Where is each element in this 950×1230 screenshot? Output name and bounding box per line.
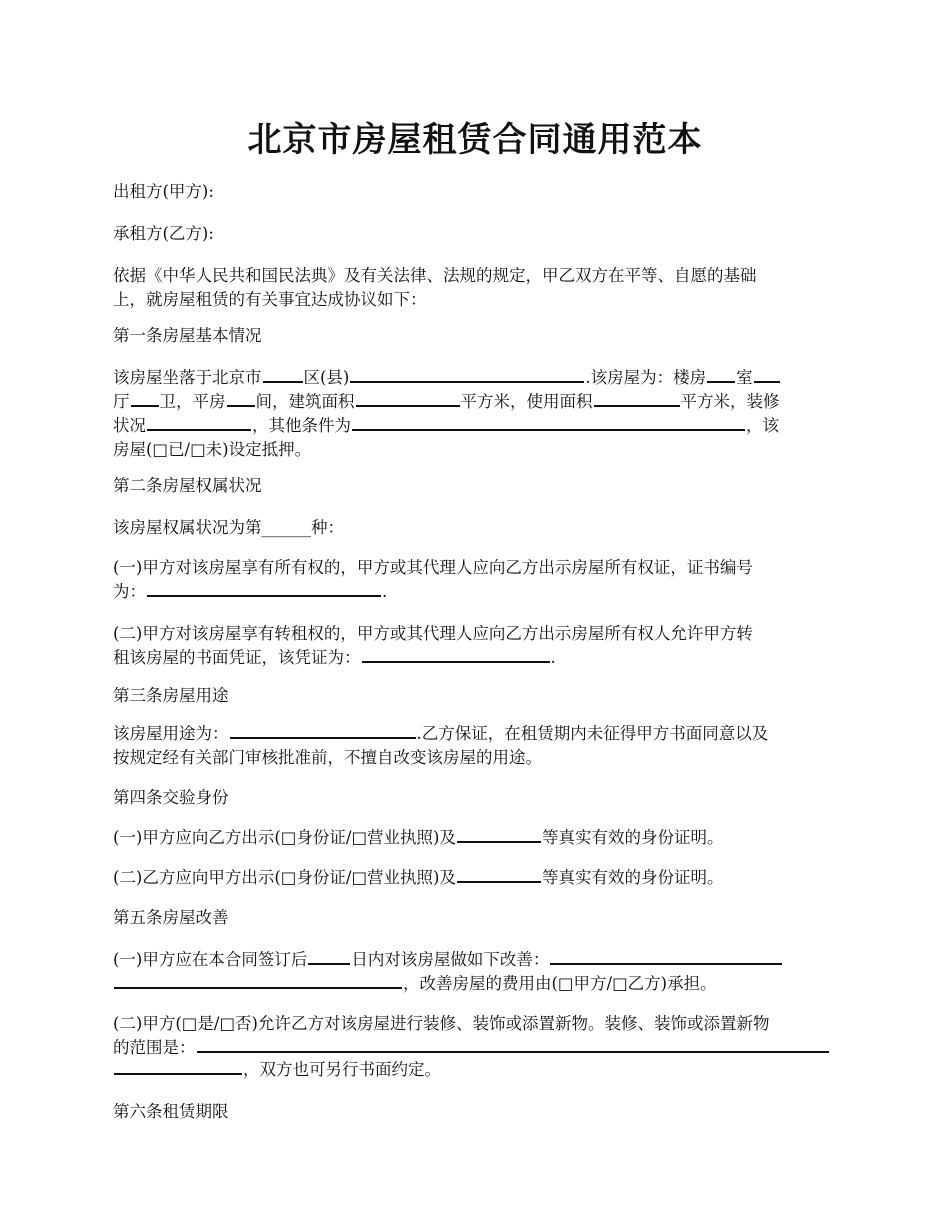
article-4-item-2: (二)乙方应向甲方出示(□身份证/□营业执照)及 等真实有效的身份证明。 (113, 868, 724, 887)
article-5-heading: 第五条房屋改善 (113, 908, 229, 927)
improvement-days-blank[interactable] (308, 948, 350, 965)
article-2-item-2-line-1: (二)甲方对该房屋享有转租权的，甲方或其代理人应向乙方出示房屋所有权人允许甲方转 (113, 624, 753, 643)
decoration-scope-blank-2[interactable] (114, 1058, 242, 1075)
bathrooms-blank[interactable] (131, 390, 159, 407)
intro-line-1: 依据《中华人民共和国民法典》及有关法律、法规的规定，甲乙双方在平等、自愿的基础 (113, 266, 757, 285)
article-5-item-1-line-2: ，改善房屋的费用由(□甲方/□乙方)承担。 (113, 972, 837, 996)
article-4-item-1: (一)甲方应向乙方出示(□身份证/□营业执照)及 等真实有效的身份证明。 (113, 828, 724, 847)
intro-line-2: 上，就房屋租赁的有关事宜达成协议如下： (113, 290, 427, 309)
sublease-voucher-blank[interactable] (362, 646, 550, 663)
bungalow-rooms-blank[interactable] (227, 390, 255, 407)
lessor-id-blank[interactable] (457, 826, 541, 843)
ownership-status-line: 该房屋权属状况为第______种： (113, 518, 344, 537)
article-2-item-1-line-2: 为： . (113, 582, 388, 601)
article-1-line-1: 该房屋坐落于北京市 区(县) .该房屋为：楼房 室 (113, 366, 837, 390)
article-2-item-1-line-1: (一)甲方对该房屋享有所有权的，甲方或其代理人应向乙方出示房屋所有权证，证书编号 (113, 558, 753, 577)
article-2-heading: 第二条房屋权属状况 (113, 476, 262, 495)
article-1-line-2: 厅 卫，平房 间，建筑面积 平方米，使用面积 平方米，装修 (113, 392, 780, 411)
decoration-blank[interactable] (147, 414, 251, 431)
article-3-line-1: 该房屋用途为： .乙方保证，在租赁期内未征得甲方书面同意以及 (113, 724, 769, 743)
article-1-line-3: 状况 ，其他条件为 ，该 (113, 416, 779, 435)
article-5-item-1-line-1: (一)甲方应在本合同签订后 日内对该房屋做如下改善： (113, 948, 837, 972)
other-conditions-blank[interactable] (352, 414, 745, 431)
improvement-content-blank-1[interactable] (550, 948, 782, 965)
article-1-line-4: 房屋(□已/□未)设定抵押。 (113, 440, 312, 459)
article-5-item-2-line-3: ，双方也可另行书面约定。 (113, 1058, 837, 1082)
article-1-heading: 第一条房屋基本情况 (113, 326, 262, 345)
article-5-item-2-line-1: (二)甲方(□是/□否)允许乙方对该房屋进行装修、装饰或添置新物。装修、装饰或添置新物 (113, 1014, 770, 1033)
address-blank[interactable] (350, 366, 584, 383)
article-3-line-2: 按规定经有关部门审核批准前，不擅自改变该房屋的用途。 (113, 748, 542, 767)
article-5-item-2-line-2: 的范围是： (113, 1036, 837, 1060)
building-area-blank[interactable] (356, 390, 460, 407)
improvement-content-blank-2[interactable] (114, 972, 402, 989)
district-blank[interactable] (263, 366, 303, 383)
usable-area-blank[interactable] (594, 390, 680, 407)
rooms-blank[interactable] (707, 366, 735, 383)
lessee-line: 承租方(乙方): (113, 224, 214, 243)
article-6-heading: 第六条租赁期限 (113, 1102, 229, 1121)
usage-blank[interactable] (230, 722, 416, 739)
halls-blank[interactable] (754, 366, 780, 383)
lessee-id-blank[interactable] (457, 866, 541, 883)
lessor-line: 出租方(甲方): (113, 182, 214, 201)
decoration-scope-blank-1[interactable] (197, 1036, 829, 1053)
certificate-number-blank[interactable] (147, 580, 381, 597)
article-2-item-2-line-2: 租该房屋的书面凭证，该凭证为： . (113, 648, 556, 667)
article-4-heading: 第四条交验身份 (113, 788, 229, 807)
article-3-heading: 第三条房屋用途 (113, 686, 229, 705)
document-title: 北京市房屋租赁合同通用范本 (247, 120, 703, 160)
